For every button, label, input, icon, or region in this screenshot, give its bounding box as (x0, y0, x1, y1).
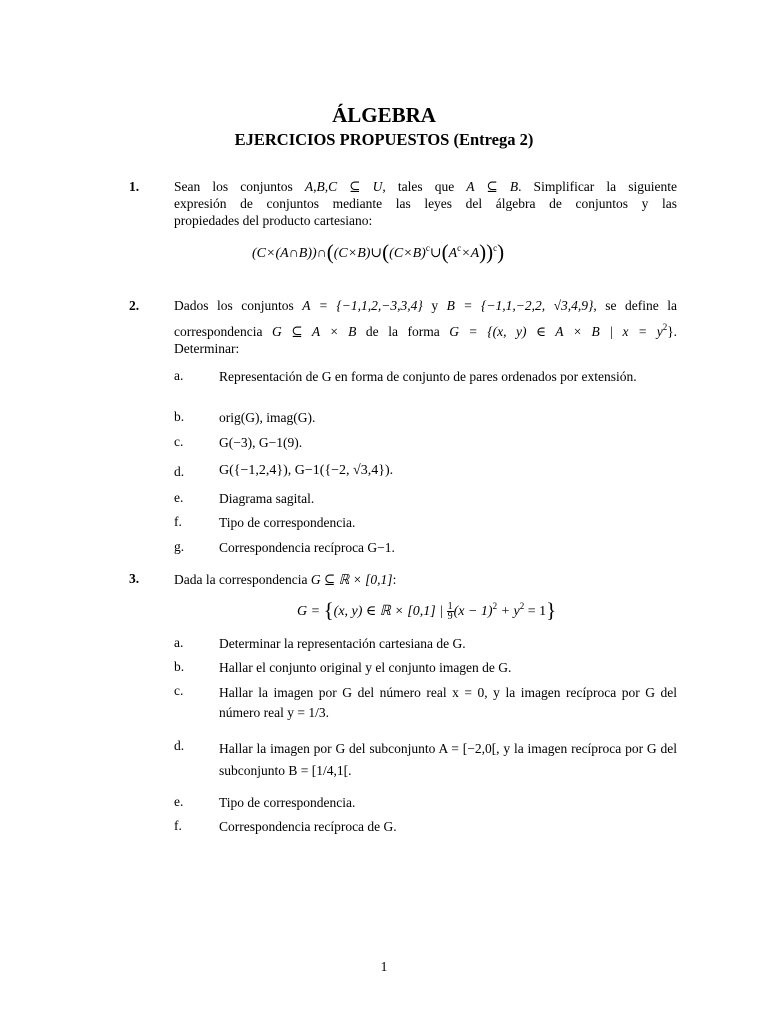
ex3-item-b-text: Hallar el conjunto original y el conjunto imagen de G. (219, 660, 512, 675)
ex2-item-g-text: Correspondencia recíproca G−1. (219, 540, 395, 555)
exercise-2-line-1: Dados los conjuntos A = {−1,1,2,−3,3,4} y B = {−1,1,−2,2, √3,4,9}, se define la (174, 298, 678, 313)
ex2-item-a-letter: a. (174, 368, 184, 383)
ex2-item-d-text: G({−1,2,4}), G−1({−2, √3,4}). (219, 463, 394, 478)
ex3-item-d-letter: d. (174, 738, 185, 753)
exercise-3-statement: Dada la correspondencia G ⊆ ℝ × [0,1]: (174, 572, 397, 587)
ex3-item-f-letter: f. (174, 818, 182, 833)
ex3-item-c-letter: c. (174, 683, 184, 698)
ex2-item-c-letter: c. (174, 434, 184, 449)
exercise-2-line-2: correspondencia G ⊆ A × B de la forma G = {(x, y) ∈ A × B | $x = y^2$}. (174, 322, 678, 339)
ex3-item-a-letter: a. (174, 635, 184, 650)
ex2-item-e-letter: e. (174, 490, 184, 505)
page-title: ÁLGEBRA (332, 103, 436, 127)
ex3-item-b-letter: b. (174, 659, 185, 674)
ex3-item-c-text: Hallar la imagen por G del número real x = 0, y la imagen recíproca por G del número real y = 1/3. (219, 685, 677, 720)
ex2-item-c-text: G(−3), G−1(9). (219, 435, 303, 450)
ex2-item-b-text: orig(G), imag(G). (219, 410, 316, 425)
exercise-1-statement (174, 178, 677, 229)
exercise-2-number: 2. (129, 298, 140, 313)
ex2-item-e-text: Diagrama sagital. (219, 491, 315, 506)
ex3-item-e-letter: e. (174, 794, 184, 809)
exercise-1-number: 1. (129, 179, 140, 194)
ex2-item-g-letter: g. (174, 539, 185, 554)
ex3-item-a-text: Determinar la representación cartesiana de G. (219, 636, 466, 651)
fraction-one-ninth: $\frac{1}{9}$ (447, 601, 453, 623)
exercise-1-line-1: Sean los conjuntos A,B,C ⊆ U, tales que A ⊆ B. Simplificar la siguiente (174, 179, 677, 194)
ex2-item-a-text: Representación de G en forma de conjunto de pares ordenados por extensión. (219, 369, 637, 384)
exercise-3-number: 3. (129, 571, 140, 586)
exercise-1-line-3: propiedades del producto cartesiano: (174, 213, 373, 228)
ex3-item-d-text: Hallar la imagen por G del subconjunto A = [−2,0[, y la imagen recíproca por G del subconjunto B = [1/4,1[. (219, 741, 677, 778)
ex2-item-f-text: Tipo de correspondencia. (219, 515, 356, 530)
page-number: 1 (380, 959, 388, 974)
ex2-item-b-letter: b. (174, 409, 185, 424)
ex3-item-f-text: Correspondencia recíproca de G. (219, 819, 397, 834)
exercise-2-statement (174, 297, 677, 357)
ex2-item-f-letter: f. (174, 514, 182, 529)
page-subtitle: EJERCICIOS PROPUESTOS (Entrega 2) (234, 130, 534, 149)
ex2-item-d-letter: d. (174, 464, 185, 479)
exercise-1-formula: $(C\times(A\cap B))\cap((C\times B)\cup((C\times B)^c\cup(A^c\times A))^c)$ (252, 240, 505, 264)
exercise-3-formula: G = {(x, y) ∈ ℝ × [0,1] | $\frac{1}{9}$ $(x - 1)^2 + y^2 = 1$} (297, 598, 557, 623)
exercise-1-line-2: expresión de conjuntos mediante las leyes del álgebra de conjuntos y las (174, 196, 677, 211)
exercise-2-line-3: Determinar: (174, 341, 240, 356)
ex3-item-e-text: Tipo de correspondencia. (219, 795, 356, 810)
